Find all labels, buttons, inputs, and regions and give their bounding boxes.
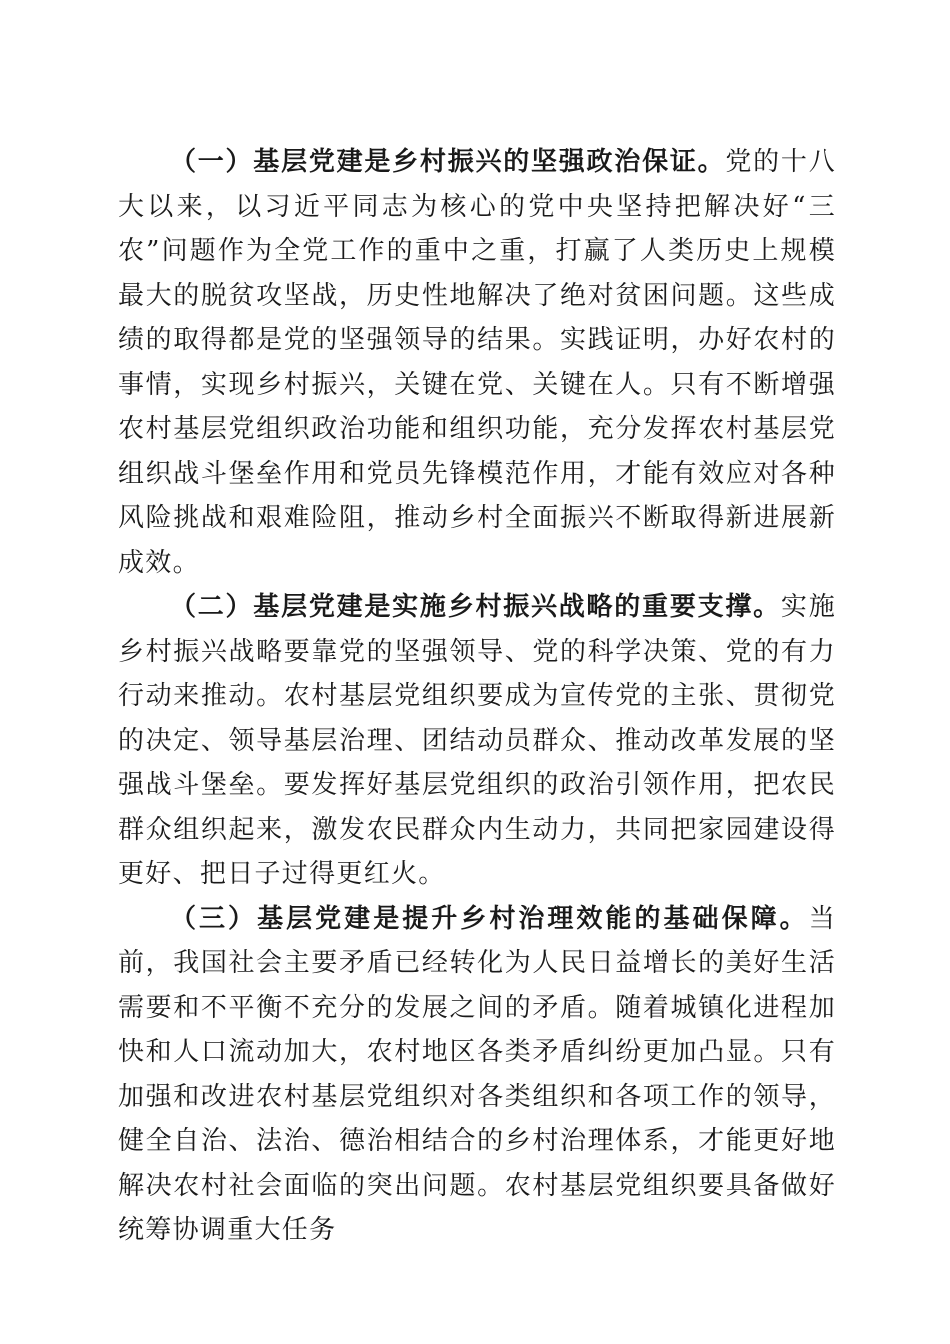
document-body (118, 140, 836, 1253)
paragraph-3-heading: （三）基层党建是提升乡村治理效能的基础保障。 (170, 903, 809, 934)
paragraph-2-text: 实施乡村振兴战略要靠党的坚强领导、党的科学决策、党的有力行动来推动。农村基层党组织要成为宣传党的主张、贯彻党的决定、领导基层治理、团结动员群众、推动改革发展的坚强战斗堡垒。要发挥好基层党组织的政治引领作用，把农民群众组织起来，激发农民群众内生动力，共同把家园建设得更好、把日子过得更红火。 (118, 592, 836, 889)
paragraph-3 (118, 897, 836, 1253)
paragraph-1-text: 党的十八大以来，以习近平同志为核心的党中央坚持把解决好“三农”问题作为全党工作的重中之重，打赢了人类历史上规模最大的脱贫攻坚战，历史性地解决了绝对贫困问题。这些成绩的取得都是党的坚强领导的结果。实践证明，办好农村的事情，实现乡村振兴，关键在党、关键在人。只有不断增强农村基层党组织政治功能和组织功能，充分发挥农村基层党组织战斗堡垒作用和党员先锋模范作用，才能有效应对各种风险挑战和艰难险阻，推动乡村全面振兴不断取得新进展新成效。 (118, 147, 836, 578)
paragraph-3-text: 当前，我国社会主要矛盾已经转化为人民日益增长的美好生活需要和不平衡不充分的发展之间的矛盾。随着城镇化进程加快和人口流动加大，农村地区各类矛盾纠纷更加凸显。只有加强和改进农村基层党组织对各类组织和各项工作的领导，健全自治、法治、德治相结合的乡村治理体系，才能更好地解决农村社会面临的突出问题。农村基层党组织要具备做好统筹协调重大任务 (118, 903, 836, 1245)
paragraph-1-heading: （一）基层党建是乡村振兴的坚强政治保证。 (170, 147, 726, 177)
paragraph-2 (118, 585, 836, 897)
paragraph-2-heading: （二）基层党建是实施乡村振兴战略的重要支撑。 (170, 592, 781, 622)
paragraph-1 (118, 140, 836, 585)
